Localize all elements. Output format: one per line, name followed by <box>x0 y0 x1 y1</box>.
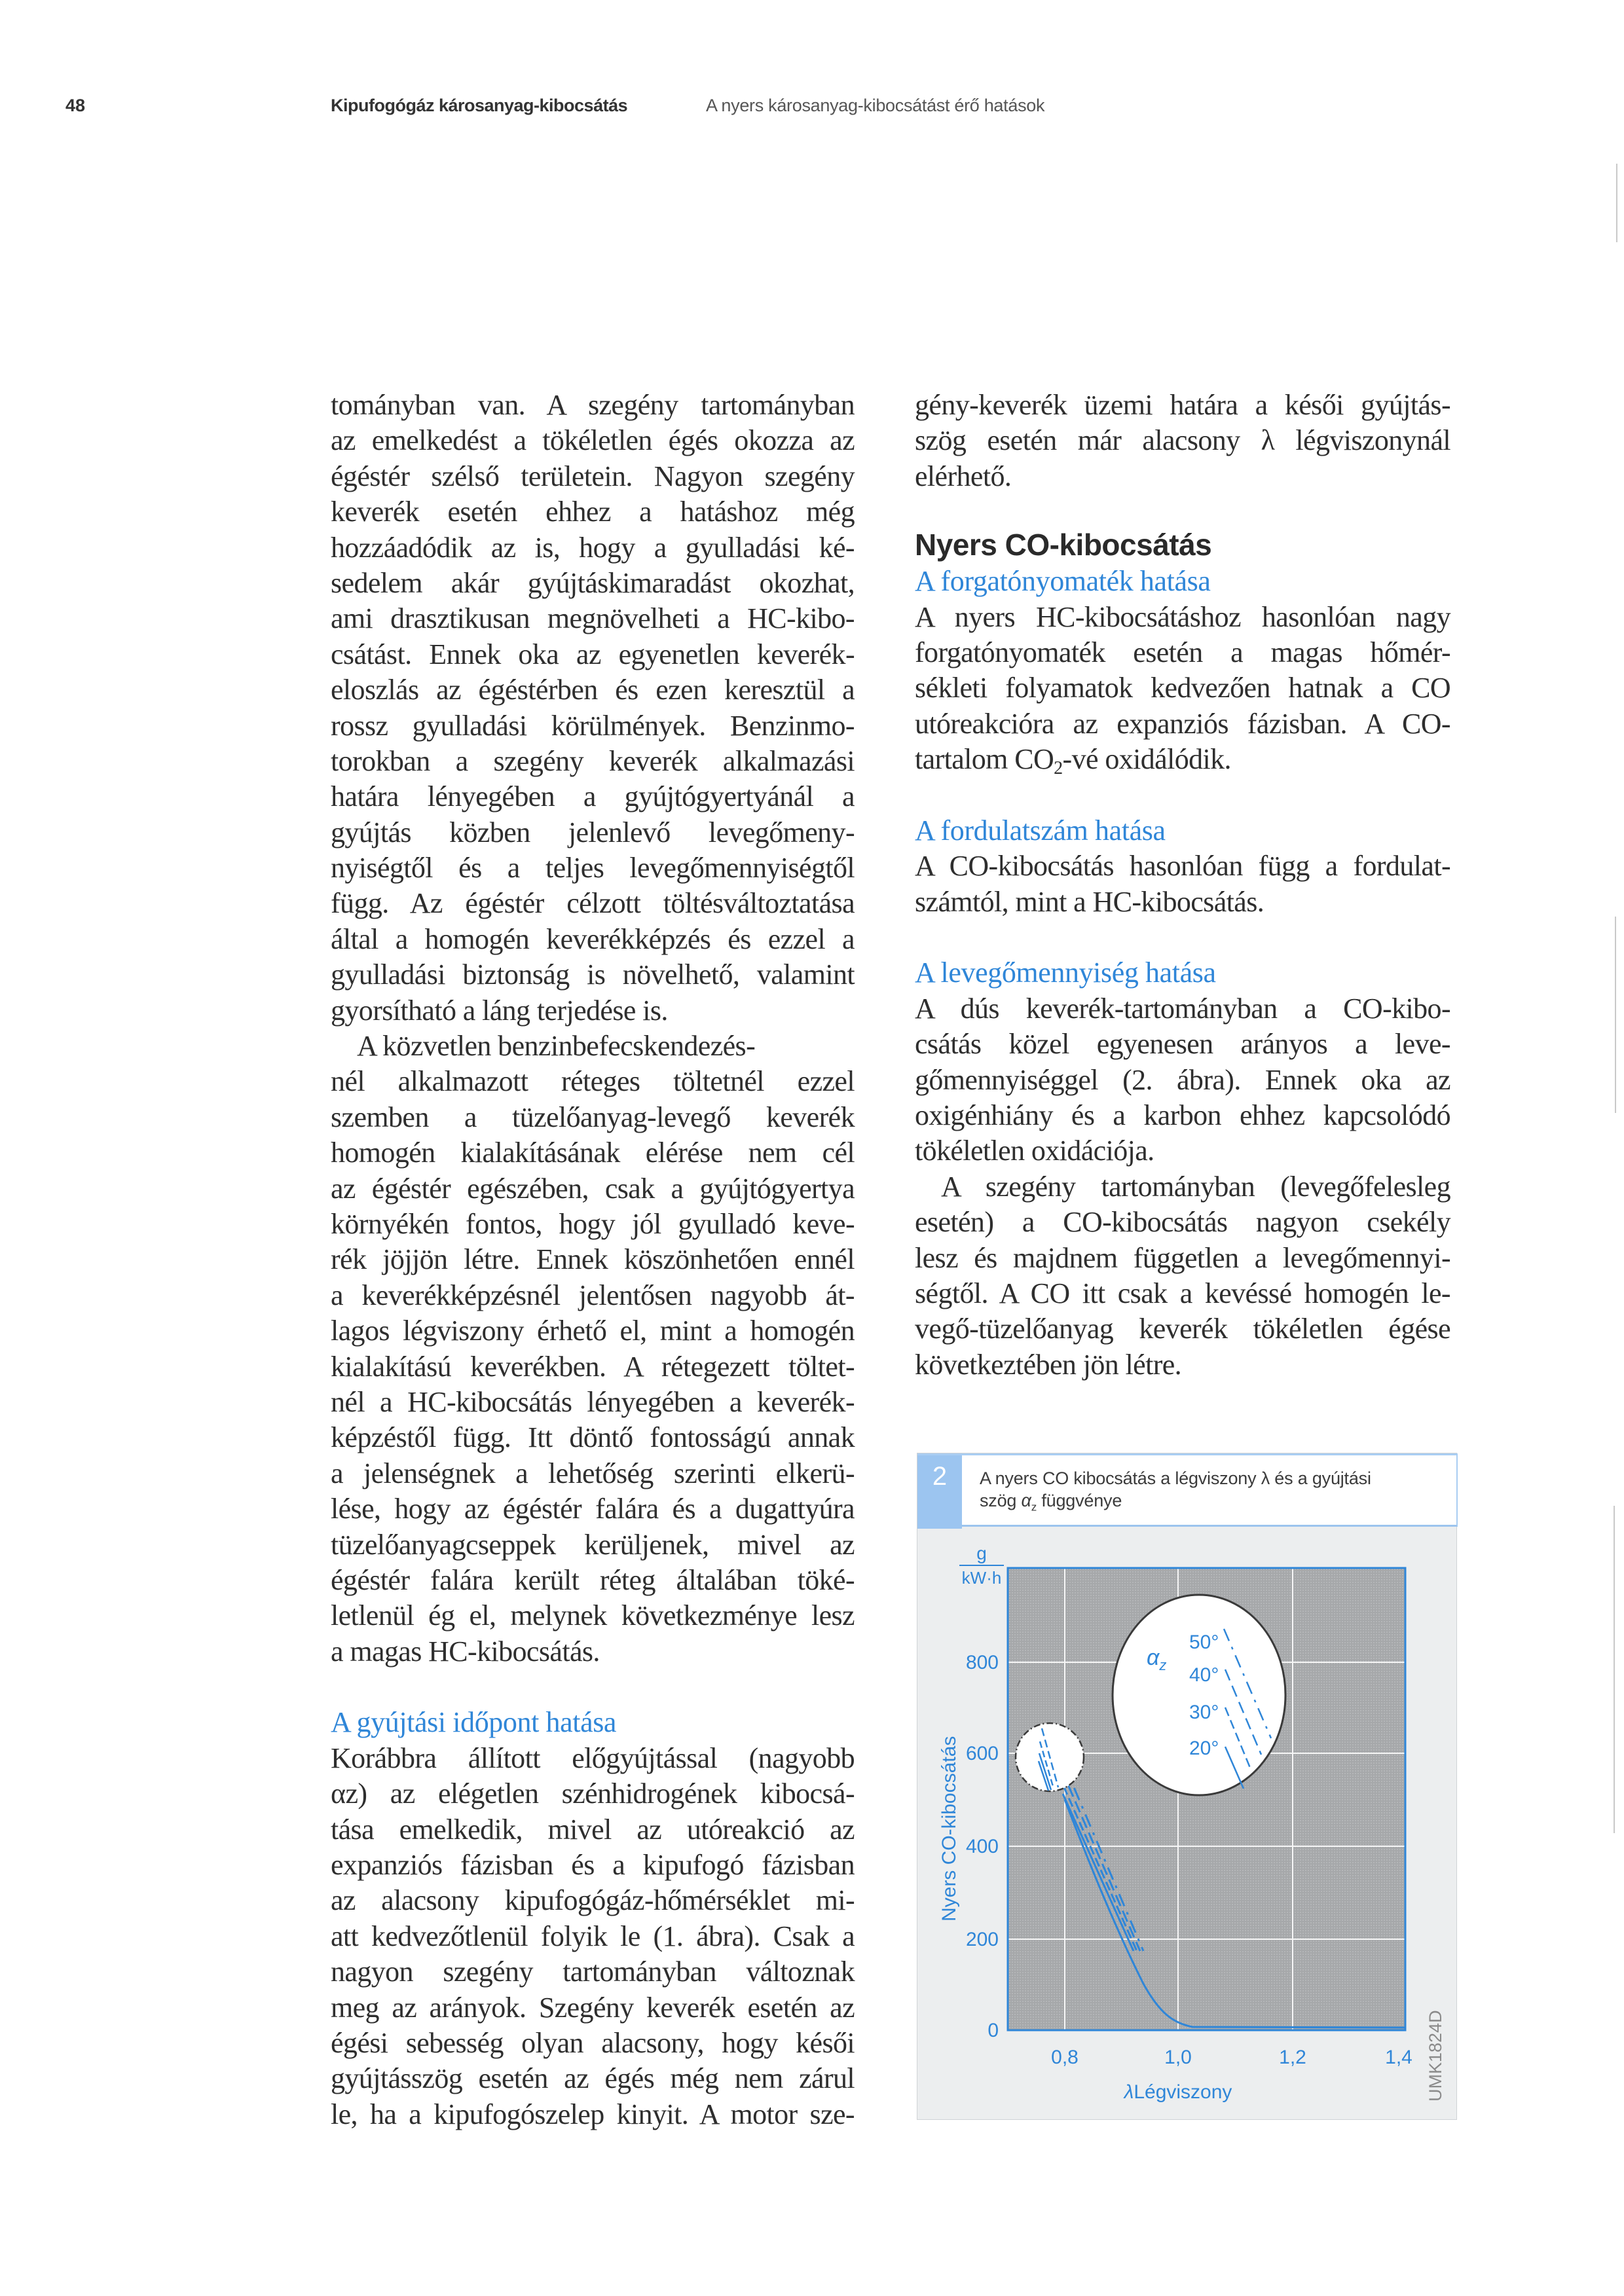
text-line: az emelkedést a tökéletlen égés okozza az <box>331 424 855 457</box>
scan-edge-mark <box>1616 164 1617 242</box>
subheading-air-quantity: A levegőmennyiség hatása <box>915 957 1216 989</box>
alpha-symbol: α <box>1021 1491 1031 1510</box>
scan-edge-mark <box>1615 917 1616 1113</box>
text-line: elérhető. <box>915 460 1012 492</box>
figure-number-badge: 2 <box>917 1455 962 1529</box>
text-line: kialakítású keverékben. A rétegezett töltet- <box>331 1350 855 1383</box>
right-column <box>915 388 1450 1383</box>
text-line: a magas HC-kibocsátás. <box>331 1635 600 1667</box>
text-line: att kedvezőtlenül folyik le (1. ábra). Csak a <box>331 1920 855 1952</box>
text-line: az alacsony kipufogógáz-hőmérséklet mi- <box>331 1884 855 1917</box>
running-chapter-title: Kipufogógáz károsanyag-kibocsátás <box>331 96 628 115</box>
text-line: égési sebesség olyan alacsony, hogy késői <box>331 2026 855 2059</box>
text-line: az égéstér egészében, csak a gyújtógyertya <box>331 1172 855 1205</box>
paragraph-ignition-timing <box>331 1741 855 2132</box>
text-line: nyiségtől és a teljes levegőmennyiségtől <box>331 852 855 884</box>
scan-edge-mark <box>1614 1506 1615 1833</box>
text-fragment: -vé oxidálódik. <box>1062 743 1231 776</box>
angle-30-label: 30° <box>1189 1702 1219 1723</box>
subheading-torque: A forgatónyomaték hatása <box>915 565 1211 598</box>
text-line: képzéstől függ. Itt döntő fontosságú annak <box>331 1421 855 1454</box>
x-tick-1.4: 1,4 <box>1385 2047 1412 2068</box>
page-number: 48 <box>65 96 86 115</box>
text-line: A CO-kibocsátás hasonlóan függ a fordulat- <box>915 850 1450 883</box>
text-line: A szegény tartományban (levegőfelesleg <box>941 1170 1450 1203</box>
paragraph-air-lean <box>915 1169 1450 1383</box>
spacer <box>331 1669 855 1705</box>
text-line: lése, hogy az égéstér falára és a dugattyúra <box>331 1493 855 1525</box>
text-line: αz) az elégetlen szénhidrogének kibocsá- <box>331 1777 855 1810</box>
text-line: A dús keverék-tartományban a CO-kibo- <box>915 992 1450 1025</box>
angle-40-label: 40° <box>1189 1664 1219 1686</box>
text-line: gőmennyiséggel (2. ábra). Ennek oka az <box>915 1063 1450 1096</box>
text-line: esetén) a CO-kibocsátás nagyon csekély <box>915 1206 1450 1239</box>
drawing-code: UMK1824D <box>1426 2010 1445 2102</box>
text-line: vegő-tüzelőanyag keverék tökéletlen égése <box>915 1313 1450 1345</box>
text-line: oxigénhiány és a karbon ehhez kapcsolódó <box>915 1099 1450 1132</box>
figure-2 <box>917 1453 1457 2120</box>
text-line: ami drasztikusan megnövelheti a HC-kibo- <box>331 602 855 635</box>
text-line: letlenül ég el, melynek következménye lesz <box>331 1599 855 1632</box>
text-line: nél a HC-kibocsátás lényegében a keverék- <box>331 1385 855 1418</box>
caption-text: szög <box>980 1491 1022 1510</box>
spacer <box>915 920 1450 955</box>
angle-20-label: 20° <box>1189 1738 1219 1759</box>
text-line: lesz és majdnem független a levegőmennyi- <box>915 1241 1450 1274</box>
text-line: le, ha a kipufogószelep kinyit. A motor sze- <box>331 2098 855 2130</box>
text-line: környékén fontos, hogy jól gyulladó keve- <box>331 1207 855 1240</box>
alpha-subscript: z <box>1031 1501 1037 1514</box>
y-unit-numerator: g <box>976 1543 987 1563</box>
text-line: csátást. Ennek oka az egyenetlen keverék- <box>331 638 855 670</box>
text-line: tökéletlen oxidációja. <box>915 1135 1154 1167</box>
text-line: tományban van. A szegény tartományban <box>331 389 855 421</box>
co-emission-chart <box>917 1453 1458 2121</box>
y-tick-0: 0 <box>987 2020 999 2041</box>
paragraph-hc-lean <box>331 388 855 1029</box>
text-line: gyorsítható a láng terjedése is. <box>331 994 668 1027</box>
text-line: homogén kialakításának elérése nem cél <box>331 1137 855 1169</box>
paragraph-engine-speed <box>915 848 1450 920</box>
text-line: számtól, mint a HC-kibocsátás. <box>915 885 1264 918</box>
x-tick-1.0: 1,0 <box>1164 2047 1192 2068</box>
subscript: 2 <box>1054 758 1063 779</box>
text-line: a keverékképzésnél jelentősen nagyobb át- <box>331 1279 855 1311</box>
text-line: gyulladási biztonság is növelhető, valamint <box>331 958 855 991</box>
text-line: nél alkalmazott réteges töltetnél ezzel <box>331 1065 855 1098</box>
text-line: következtében jön létre. <box>915 1348 1182 1381</box>
text-line: csátás közel egyenesen arányos a leve- <box>915 1028 1450 1061</box>
text-line: Korábbra állított előgyújtással (nagyobb <box>331 1741 855 1774</box>
text-line: rossz gyulladási körülmények. Benzinmo- <box>331 709 855 742</box>
text-line: meg az arányok. Szegény keverék esetén az <box>331 1991 855 2024</box>
text-line: rék jöjjön létre. Ennek köszönhetően ennél <box>331 1243 855 1276</box>
paragraph-air-rich <box>915 991 1450 1169</box>
text-line: ségtől. A CO itt csak a kevéssé homogén le- <box>915 1277 1450 1309</box>
text-line: tása emelkedik, mivel az utóreakció az <box>331 1813 855 1846</box>
text-line <box>915 742 1450 777</box>
text-line: égéstér szélső területein. Nagyon szegény <box>331 460 855 492</box>
text-line: szemben a tüzelőanyag-levegő keverék <box>331 1101 855 1133</box>
zoom-source-circle <box>1016 1723 1084 1791</box>
text-fragment: tartalom CO <box>915 743 1054 776</box>
y-tick-800: 800 <box>965 1652 999 1673</box>
x-tick-0.8: 0,8 <box>1051 2047 1079 2068</box>
text-line: határa lényegében a gyújtógyertyánál a <box>331 780 855 813</box>
text-line: függ. Az égéstér célzott töltésváltoztatása <box>331 887 855 920</box>
text-line: nagyon szegény tartományban változnak <box>331 1956 855 1988</box>
text-line: A közvetlen benzinbefecskendezés- <box>357 1030 756 1063</box>
text-line: expanziós fázisban és a kipufogó fázisban <box>331 1849 855 1882</box>
y-tick-400: 400 <box>965 1836 999 1857</box>
text-line: forgatónyomaték esetén a magas hőmér- <box>915 636 1450 668</box>
x-axis-label: λLégviszony <box>1124 2081 1232 2103</box>
text-line: szög esetén már alacsony λ légviszonynál <box>915 424 1450 457</box>
text-line: gyújtás közben jelenlevő levegőmeny- <box>331 816 855 848</box>
paragraph-lean-limit <box>915 388 1450 494</box>
alpha-z-label: $\alpha_z$ <box>1147 1645 1167 1673</box>
text-line: eloszlás az égéstérben és ezen keresztül a <box>331 674 855 706</box>
spacer <box>915 494 1450 522</box>
text-line: keverék esetén ehhez a hatáshoz még <box>331 496 855 528</box>
y-unit-denominator: kW·h <box>961 1568 1002 1588</box>
magnified-inset-circle <box>1113 1595 1285 1795</box>
text-line: lagos légviszony érhető el, mint a homogén <box>331 1315 855 1347</box>
subheading-engine-speed: A fordulatszám hatása <box>915 814 1166 847</box>
text-line: gény-keverék üzemi határa a késői gyújtás- <box>915 389 1450 421</box>
y-tick-600: 600 <box>965 1743 999 1764</box>
angle-50-label: 50° <box>1189 1631 1219 1653</box>
text-line: torokban a szegény keverék alkalmazási <box>331 744 855 777</box>
text-line: utóreakcióra az expanziós fázisban. A CO- <box>915 707 1450 740</box>
text-line: hozzáadódik az is, hogy a gyulladási ké- <box>331 531 855 564</box>
text-line: A nyers HC-kibocsátáshoz hasonlóan nagy <box>915 600 1450 633</box>
y-axis-label: Nyers CO-kibocsátás <box>938 1736 960 1922</box>
paragraph-torque <box>915 600 1450 778</box>
spacer <box>915 778 1450 813</box>
x-tick-1.2: 1,2 <box>1279 2047 1306 2068</box>
text-line: a jelenségnek a lehetőség szerinti elkerü- <box>331 1457 855 1489</box>
caption-text: függvénye <box>1037 1491 1122 1510</box>
text-line: sedelem akár gyújtáskimaradást okozhat, <box>331 566 855 599</box>
running-section-title: A nyers károsanyag-kibocsátást érő hatások <box>706 96 1045 115</box>
left-column <box>331 388 855 2132</box>
text-line: égéstér falára került réteg általában töké- <box>331 1563 855 1596</box>
subheading-ignition-timing: A gyújtási időpont hatása <box>331 1706 617 1739</box>
text-line: által a homogén keverékképzés és ezzel a <box>331 922 855 955</box>
text-line: sékleti folyamatok kedvezően hatnak a CO <box>915 672 1450 704</box>
caption-line-1: A nyers CO kibocsátás a légviszony λ és a gyújtási <box>980 1468 1371 1488</box>
text-line: gyújtásszög esetén az égés még nem zárul <box>331 2062 855 2095</box>
paragraph-direct-injection <box>331 1029 855 1669</box>
y-tick-200: 200 <box>965 1929 999 1950</box>
text-line: tüzelőanyagcseppek kerüljenek, mivel az <box>331 1528 855 1561</box>
section-heading-raw-co: Nyers CO-kibocsátás <box>915 528 1212 562</box>
